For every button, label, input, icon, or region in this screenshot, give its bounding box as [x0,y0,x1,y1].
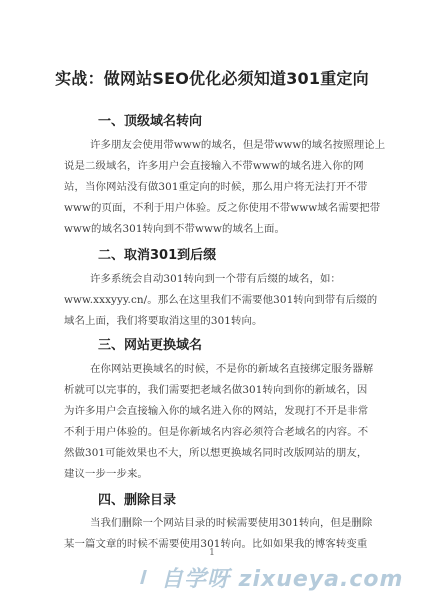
paragraph-line: 当我们删除一个网站目录的时候需要使用301转向，但是删除 [90,517,373,529]
paragraph-line: www的域名301转向到不带www的域名上面。 [64,223,285,235]
paragraph-line: 域名上面，我们将要取消这里的301转向。 [64,315,263,327]
paragraph-line: 在你网站更换域名的时候，不是你的新域名直接绑定服务器解 [90,363,374,375]
watermark-logo-icon [140,570,159,584]
paragraph-line: 站，当你网站没有做301重定向的时候，那么用户将无法打开不带 [64,181,368,193]
watermark [142,560,403,594]
paragraph-line: 说是二级域名，许多用户会直接输入不带www的域名进入你的网 [64,160,364,172]
paragraph-line: 建议一步一步来。 [64,468,148,480]
paragraph-line: 然做301可能效果也不大，所以想更换域名同时改版网站的朋友， [64,447,368,459]
paragraph-line: 某一篇文章的时候不需要使用301转向。比如如果我的博客转变重 [64,538,368,550]
paragraph-line: 析就可以完事的，我们需要把老域名做301转向到你的新域名，因 [64,384,368,396]
section-heading-2: 二、取消301到后缀 [98,248,217,263]
paragraph-line: 为许多用户会直接输入你的域名进入你的网站，发现打不开是非常 [64,405,369,417]
page-number: 1 [209,548,215,558]
paragraph-line: 许多朋友会使用带www的域名，但是带www的域名按照理论上 [90,139,386,151]
section-heading-3: 三、网站更换域名 [98,338,203,353]
paragraph-line: 许多系统会自动301转向到一个带有后缀的域名，如： [90,273,341,285]
paragraph-line: www的页面，不利于用户体验。反之你使用不带www域名需要把带 [64,202,381,214]
document-title: 实战：做网站SEO优化必须知道301重定向 [55,69,369,88]
paragraph-line: 不利于用户体验的。但是你新域名内容必须符合老域名的内容。不 [64,426,369,438]
paragraph-line: www.xxxyyy.cn/。那么在这里我们不需要他301转向到带有后缀的 [64,294,378,306]
watermark-text: 自学呀 zixueya.com [161,566,404,592]
section-heading-1: 一、顶级域名转向 [98,114,203,129]
section-heading-4: 四、删除目录 [98,493,177,508]
